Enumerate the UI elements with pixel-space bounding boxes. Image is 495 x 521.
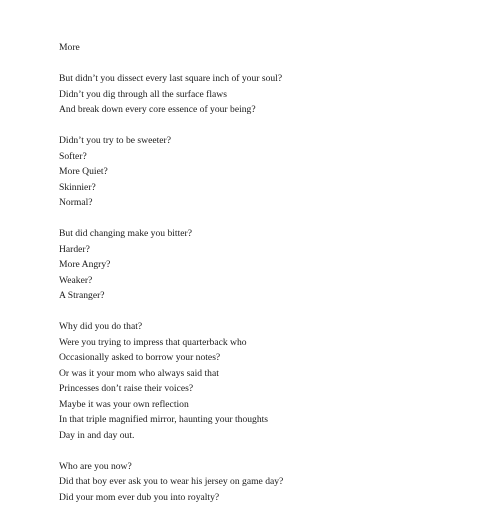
poem-line: Skinnier? [59,181,96,193]
poem-line: Day in and day out. [59,429,135,441]
poem-line: Softer? [59,150,87,162]
poem-line: Didn’t you dig through all the surface flaws [59,88,227,100]
poem-line: Princesses don’t raise their voices? [59,383,194,394]
poem [59,40,459,521]
stanza-4 [59,319,459,443]
stanza-3 [59,226,459,304]
poem-line: Or was it your mom who always said that [59,367,219,379]
stanza-5 [59,459,459,506]
poem-line: Didn’t you try to be sweeter? [59,135,171,146]
poem-line: Who are you now? [59,460,132,472]
poem-line: Did your mom ever dub you into royalty? [59,491,220,503]
stanza-2 [59,133,459,211]
poem-line: Occasionally asked to borrow your notes? [59,352,221,363]
poem-line: Did that boy ever ask you to wear his jersey on game day? [59,476,284,487]
poem-line: In that triple magnified mirror, haunting your thoughts [59,414,269,425]
poem-line: A Stranger? [59,290,105,301]
poem-line: Why did you do that? [59,321,143,332]
poem-line: More Angry? [59,259,111,270]
poem-line: But did changing make you bitter? [59,228,192,239]
poem-line: But didn’t you dissect every last square inch of your soul? [59,73,283,84]
poem-line: Maybe it was your own reflection [59,398,189,410]
poem-line: Normal? [59,197,93,208]
poem-title: More [59,42,80,53]
poem-line: Harder? [59,243,90,255]
poem-line: More Quiet? [59,166,108,177]
poem-line: And break down every core essence of your being? [59,104,256,115]
stanza-1 [59,71,459,118]
poem-line: Weaker? [59,274,93,286]
poem-line: Were you trying to impress that quarterback who [59,336,247,348]
